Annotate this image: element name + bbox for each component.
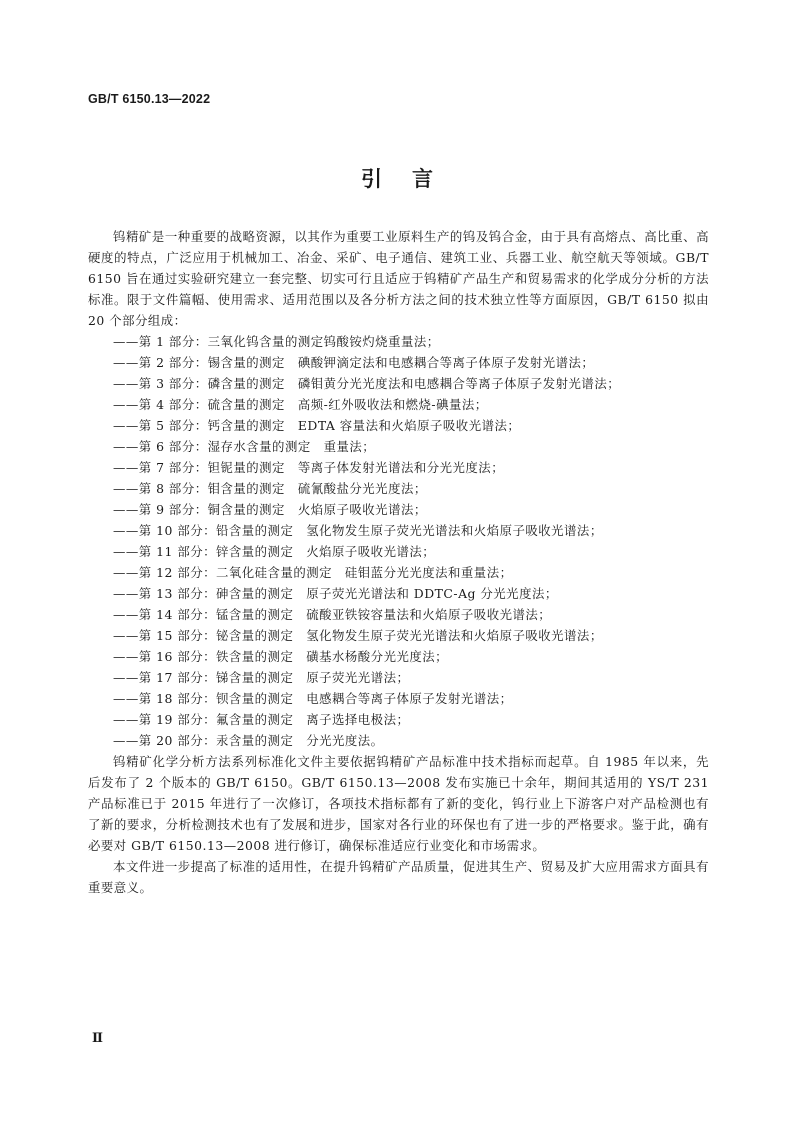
list-item: ——第 19 部分：氟含量的测定 离子选择电极法；: [113, 712, 410, 727]
list-item: ——第 18 部分：钡含量的测定 电感耦合等离子体原子发射光谱法；: [113, 691, 513, 706]
list-item: ——第 2 部分：锡含量的测定 碘酸钾滴定法和电感耦合等离子体原子发射光谱法；: [113, 355, 595, 370]
list-item: ——第 1 部分：三氧化钨含量的测定钨酸铵灼烧重量法；: [113, 334, 440, 349]
history-paragraph: 钨精矿化学分析方法系列标准化文件主要依据钨精矿产品标准中技术指标而起草。自 1985 年以来，先后发布了 2 个版本的 GB/T 6150。GB/T 6150.13—2008 发布实施已十余年，期间其适用的 YS/T 231 产品标准已于 2015 年进行了一次修订，各项技术指标都有了新的变化，钨行业上下游客户对产品检测也有了新的要求，分析检测技术也有了发展和进步，国家对各行业的环保也有了进一步的严格要求。鉴于此，确有必要对 GB/T 6150.13—2008 进行修订，确保标准适应行业变化和市场需求。: [88, 754, 709, 853]
list-item: ——第 7 部分：钽铌量的测定 等离子体发射光谱法和分光光度法；: [113, 460, 505, 475]
list-item: ——第 15 部分：铋含量的测定 氢化物发生原子荧光光谱法和火焰原子吸收光谱法；: [113, 628, 603, 643]
list-item: ——第 17 部分：锑含量的测定 原子荧光光谱法；: [113, 670, 410, 685]
list-item: ——第 8 部分：钼含量的测定 硫氰酸盐分光光度法；: [113, 481, 427, 496]
list-item: ——第 13 部分：砷含量的测定 原子荧光光谱法和 DDTC-Ag 分光光度法；: [113, 586, 558, 601]
intro-paragraph: 钨精矿是一种重要的战略资源，以其作为重要工业原料生产的钨及钨合金，由于具有高熔点、高比重、高硬度的特点，广泛应用于机械加工、冶金、采矿、电子通信、建筑工业、兵器工业、航空航天等领域。GB/T 6150 旨在通过实验研究建立一套完整、切实可行且适应于钨精矿产品生产和贸易需求的化学成分分析的方法标准。限于文件篇幅、使用需求、适用范围以及各分析方法之间的技术独立性等方面原因，GB/T 6150 拟由 20 个部分组成：: [88, 229, 709, 328]
list-item: ——第 16 部分：铁含量的测定 磺基水杨酸分光光度法；: [113, 649, 449, 664]
list-item: ——第 14 部分：锰含量的测定 硫酸亚铁铵容量法和火焰原子吸收光谱法；: [113, 607, 552, 622]
standard-number: GB/T 6150.13—2022: [88, 92, 211, 106]
document-body: [88, 226, 709, 898]
list-item: ——第 5 部分：钙含量的测定 EDTA 容量法和火焰原子吸收光谱法；: [113, 418, 521, 433]
page-title: 引言: [361, 167, 463, 191]
list-item: ——第 4 部分：硫含量的测定 高频-红外吸收法和燃烧-碘量法；: [113, 397, 488, 412]
list-item: ——第 12 部分：二氧化硅含量的测定 硅钼蓝分光光度法和重量法；: [113, 565, 513, 580]
list-item: ——第 10 部分：铅含量的测定 氢化物发生原子荧光光谱法和火焰原子吸收光谱法；: [113, 523, 603, 538]
list-item: ——第 20 部分：汞含量的测定 分光光度法。: [113, 733, 384, 748]
list-item: ——第 3 部分：磷含量的测定 磷钼黄分光光度法和电感耦合等离子体原子发射光谱法；: [113, 376, 621, 391]
parts-list: [88, 331, 709, 751]
significance-paragraph: 本文件进一步提高了标准的适用性，在提升钨精矿产品质量，促进其生产、贸易及扩大应用需求方面具有重要意义。: [88, 859, 709, 895]
list-item: ——第 9 部分：铜含量的测定 火焰原子吸收光谱法；: [113, 502, 427, 517]
list-item: ——第 6 部分：湿存水含量的测定 重量法；: [113, 439, 376, 454]
list-item: ——第 11 部分：锌含量的测定 火焰原子吸收光谱法；: [113, 544, 436, 559]
page-number: Ⅱ: [92, 1031, 103, 1046]
